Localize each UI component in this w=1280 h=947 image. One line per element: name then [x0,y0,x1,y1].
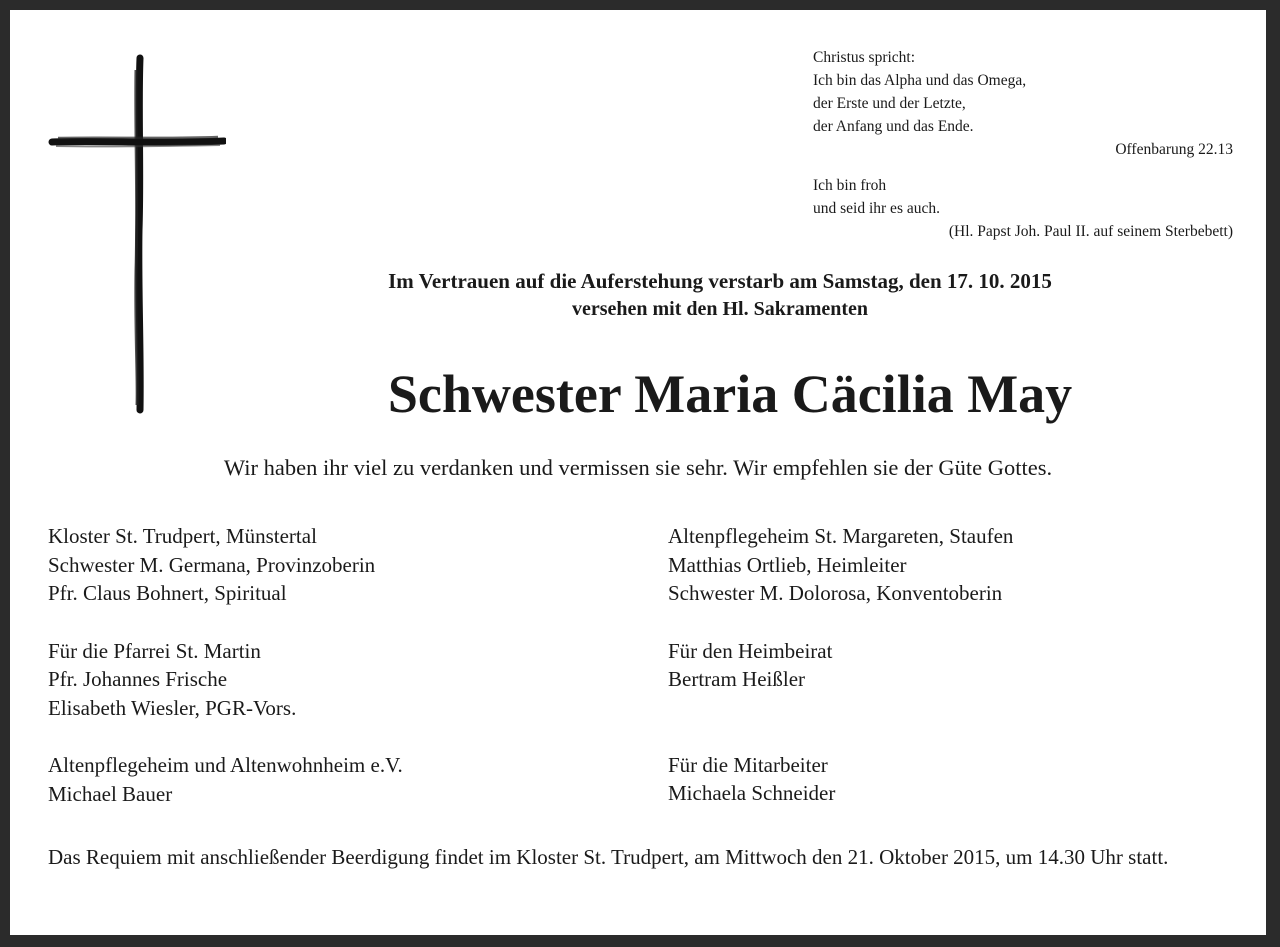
mourner-group [48,637,608,723]
mourner-line: Schwester M. Germana, Provinzoberin [48,552,376,577]
mourner-line: Für die Mitarbeiter [668,752,828,777]
quote-source: Offenbarung 22.13 [1115,141,1233,158]
quote2-source: (Hl. Papst Joh. Paul II. auf seinem Sterbebett) [948,223,1233,240]
mourner-group [668,751,1248,808]
mourner-group [48,522,608,608]
sacraments-line: versehen mit den Hl. Sakramenten [571,298,869,320]
mourners-left-column [48,522,608,837]
mourner-group [668,522,1248,608]
quote-line: Ich bin das Alpha und das Omega, [813,72,1027,89]
mourner-line: Elisabeth Wiesler, PGR-Vors. [48,695,297,720]
mourner-line: Für die Pfarrei St. Martin [48,638,261,663]
bible-quote [813,46,1233,243]
mourner-line: Michaela Schneider [668,781,836,805]
mourner-line: Schwester M. Dolorosa, Konventoberin [668,581,1003,605]
quote-line: Christus spricht: [813,49,916,66]
thanks-line: Wir haben ihr viel zu verdanken und vermissen sie sehr. Wir empfehlen sie der Güte Gottes. [223,455,1053,480]
mourner-line: Pfr. Johannes Frische [48,667,228,691]
quote-line: der Erste und der Letzte, [813,95,966,112]
quote2-line: Ich bin froh [813,177,887,194]
mourner-line: Bertram Heißler [668,667,806,691]
mourner-line: Pfr. Claus Bohnert, Spiritual [48,581,287,605]
requiem-info: Das Requiem mit anschließender Beerdigung findet im Kloster St. Trudpert, am Mittwoch den 21. Oktober 2015, um 14.30 Uhr statt. [48,845,1169,869]
cross-icon [48,50,226,415]
mourner-group [668,637,1248,694]
death-announcement: Im Vertrauen auf die Auferstehung verstarb am Samstag, den 17. 10. 2015 [388,269,1052,293]
deceased-name: Schwester Maria Cäcilia May [387,364,1073,424]
quote-line: der Anfang und das Ende. [813,118,974,135]
mourner-line: Altenpflegeheim St. Margareten, Staufen [668,524,1014,548]
mourner-line: Kloster St. Trudpert, Münstertal [48,524,317,548]
mourner-line: Matthias Ortlieb, Heimleiter [668,552,907,577]
quote2-line: und seid ihr es auch. [813,200,940,217]
mourner-line: Altenpflegeheim und Altenwohnheim e.V. [48,753,403,777]
obituary-notice [10,10,1266,935]
mourner-group [48,751,608,808]
mourner-line: Michael Bauer [48,781,173,806]
mourners-right-column [668,522,1248,837]
mourner-line: Für den Heimbeirat [668,638,833,663]
